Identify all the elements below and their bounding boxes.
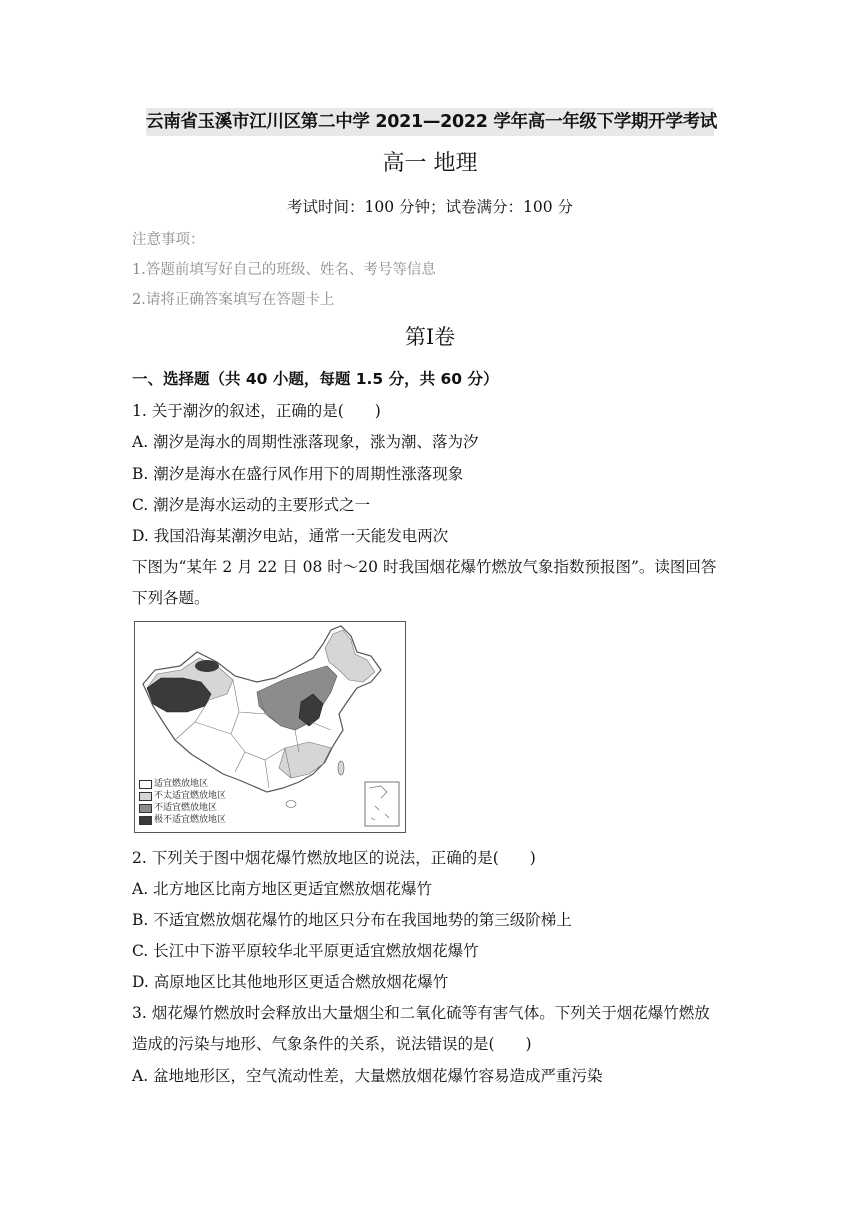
intro-line-1: 下图为“某年 2 月 22 日 08 时～20 时我国烟花爆竹燃放气象指数预报图”。读图回答 (132, 558, 717, 576)
notes-heading: 注意事项： (132, 232, 205, 248)
legend-swatch (139, 804, 152, 813)
part-one-heading: 一、选择题（共 40 小题，每题 1.5 分，共 60 分） (132, 370, 499, 388)
legend-label: 适宜燃放地区 (154, 779, 209, 789)
q3-stem-line-1: 3. 烟花爆竹燃放时会释放出大量烟尘和二氧化硫等有害气体。下列关于烟花爆竹燃放 (132, 1004, 710, 1022)
q2-option-c: C. 长江中下游平原较华北平原更适宜燃放烟花爆竹 (132, 942, 479, 960)
legend-label: 不太适宜燃放地区 (154, 791, 227, 801)
q1-option-d: D. 我国沿海某潮汐电站，通常一天能发电两次 (132, 527, 449, 545)
intro-line-2: 下列各题。 (132, 589, 210, 607)
legend-item (139, 814, 226, 826)
legend-label: 极不适宜燃放地区 (154, 815, 227, 825)
q2-option-b: B. 不适宜燃放烟花爆竹的地区只分布在我国地势的第三级阶梯上 (132, 911, 572, 929)
exam-title: 云南省玉溪市江川区第二中学 2021—2022 学年高一年级下学期开学考试 (146, 108, 714, 136)
q2-option-a: A. 北方地区比南方地区更适宜燃放烟花爆竹 (132, 880, 433, 898)
q3-option-a: A. 盆地地形区，空气流动性差，大量燃放烟花爆竹容易造成严重污染 (132, 1067, 603, 1085)
fireworks-index-map (134, 621, 406, 833)
legend-swatch (139, 816, 152, 825)
q2-option-d: D. 高原地区比其他地形区更适合燃放烟花爆竹 (132, 973, 449, 991)
region-less-suitable-south (279, 742, 331, 778)
legend-swatch (139, 780, 152, 789)
region-very-unsuitable-north-xinjiang (195, 660, 219, 672)
south-china-sea-inset (365, 782, 399, 826)
section-title: 第Ⅰ卷 (404, 325, 456, 349)
legend-item (139, 778, 226, 790)
legend-label: 不适宜燃放地区 (154, 803, 218, 813)
q3-stem-line-2: 造成的污染与地形、气象条件的关系，说法错误的是( ) (132, 1035, 532, 1053)
map-legend (139, 778, 226, 826)
q1-stem: 1. 关于潮汐的叙述，正确的是( ) (132, 402, 381, 420)
subject-title: 高一 地理 (382, 151, 478, 176)
legend-item (139, 790, 226, 802)
q1-option-c: C. 潮汐是海水运动的主要形式之一 (132, 496, 371, 514)
q1-option-a: A. 潮汐是海水的周期性涨落现象，涨为潮、落为汐 (132, 433, 479, 451)
hainan-island (286, 801, 296, 808)
taiwan-island (338, 761, 344, 775)
legend-item (139, 802, 226, 814)
q2-stem: 2. 下列关于图中烟花爆竹燃放地区的说法，正确的是( ) (132, 849, 536, 867)
note-item-1: 1.答题前填写好自己的班级、姓名、考号等信息 (132, 262, 436, 278)
legend-swatch (139, 792, 152, 801)
note-item-2: 2.请将正确答案填写在答题卡上 (132, 292, 335, 308)
exam-info: 考试时间：100 分钟；试卷满分：100 分 (286, 198, 574, 216)
q1-option-b: B. 潮汐是海水在盛行风作用下的周期性涨落现象 (132, 465, 464, 483)
